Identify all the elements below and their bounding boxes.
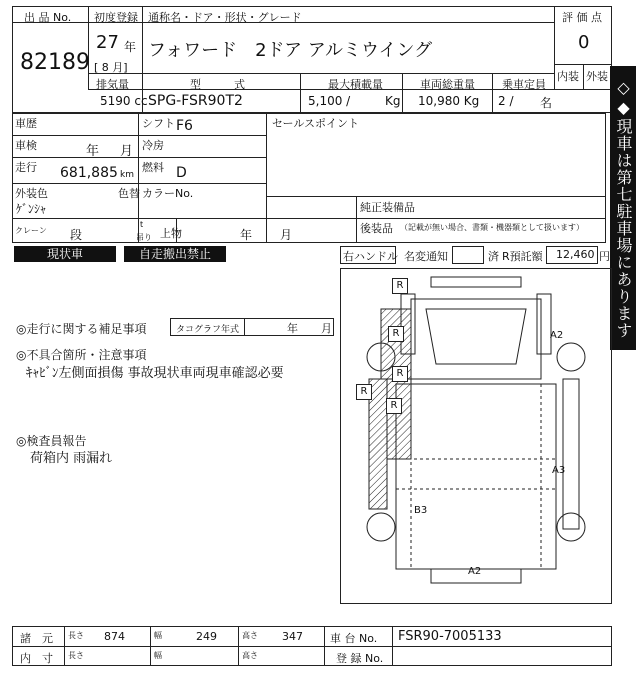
inner-width-label: 幅 <box>154 651 162 660</box>
gross-value: 10,980 Kg <box>418 94 480 108</box>
capacity-unit: 名 <box>540 96 553 110</box>
gross-label: 車両総重量 <box>420 78 475 91</box>
name-change-label: 名変通知 <box>404 250 448 263</box>
capacity-value: 2 / <box>498 94 514 108</box>
recycle-deposit-label: R預託額 <box>502 250 543 263</box>
model-label: 型 式 <box>190 78 245 91</box>
vehicle-name-label: 通称名・ドア・形状・グレード <box>148 11 302 24</box>
color-change-label: 色替 <box>118 187 140 200</box>
registration-year: 27 <box>96 32 119 53</box>
inspector-label: ◎検査員報告 <box>16 434 87 448</box>
no-self-drive-badge: 自走搬出禁止 <box>124 246 226 262</box>
model-value: SPG-FSR90T2 <box>148 93 243 109</box>
inner-height-label: 高さ <box>242 651 258 660</box>
damage-mark: R <box>386 398 402 414</box>
supplement-label: ◎走行に関する補足事項 <box>16 322 147 336</box>
crane-ton-unit: t <box>140 220 144 229</box>
vehicle-name: フォワード 2ドア アルミウイング <box>148 40 433 61</box>
recycle-unit: 円 <box>599 250 610 263</box>
selling-points-label: セールスポイント <box>272 117 360 130</box>
damage-mark: R <box>356 384 372 400</box>
capacity-label: 乗車定員 <box>502 78 546 91</box>
mileage-value: 681,885 <box>60 165 118 181</box>
truck-diagram <box>341 269 611 603</box>
lot-label: 出 品 No. <box>24 11 72 24</box>
year-unit: 年 <box>124 40 137 54</box>
damage-mark: R <box>392 366 408 382</box>
damage-code: A3 <box>552 465 566 476</box>
fuel-value: D <box>176 165 187 181</box>
load-value: 5,100 / <box>308 94 351 108</box>
damage-mark: R <box>392 278 408 294</box>
inspection-year: 年 <box>86 144 100 159</box>
upper-body-label: 上物 <box>160 227 182 240</box>
upper-month: 月 <box>280 228 293 242</box>
right-handle-label: 右ハンドル <box>343 250 398 263</box>
crane-label: クレーン <box>15 226 47 235</box>
inspection-month: 月 <box>120 144 134 159</box>
inner-length-label: 長さ <box>68 651 84 660</box>
registration-label: 初度登録 <box>94 11 138 24</box>
aftermarket-label: 後装品 <box>360 222 393 235</box>
footer-inner-label: 内 寸 <box>20 652 53 665</box>
mileage-unit: km <box>120 170 134 180</box>
sidebar-notice: ◇◆現車は第七駐車場にあります◆◇ <box>610 66 636 350</box>
length-label: 長さ <box>68 631 84 640</box>
tacho-month: 月 <box>321 322 332 335</box>
load-label: 最大積載量 <box>328 78 383 91</box>
tacho-year: 年 <box>287 322 298 335</box>
shift-value: F6 <box>176 118 193 134</box>
registration-month: [ 8 月] <box>94 61 128 74</box>
interior-label: 内装 <box>557 70 579 83</box>
defects-label: ◎不具合箇所・注意事項 <box>16 348 147 362</box>
chassis-label: 車 台 No. <box>330 632 378 645</box>
color-label: 外装色 <box>15 187 48 200</box>
name-change-box <box>452 246 484 264</box>
vehicle-diagram-frame <box>340 268 612 604</box>
upper-year: 年 <box>240 228 253 242</box>
damage-mark: R <box>388 326 404 342</box>
recycle-deposit-value: 12,460 <box>556 248 595 261</box>
score-value: 0 <box>578 32 590 53</box>
genuine-equipment-label: 純正装備品 <box>360 201 415 214</box>
mileage-label: 走行 <box>15 161 37 174</box>
tacho-label: タコグラフ年式 <box>176 325 240 335</box>
fuel-label: 燃料 <box>142 161 164 174</box>
displacement-value: 5190 cc <box>100 94 148 108</box>
aftermarket-note: （記載が無い場合、書類・機器類として扱います） <box>400 223 584 232</box>
shift-label: シフト <box>142 117 175 130</box>
crane-stage: 段 <box>70 228 83 242</box>
chassis-value: FSR90-7005133 <box>398 629 502 644</box>
damage-code: B3 <box>414 505 428 516</box>
color-code-label: カラーNo. <box>142 187 194 200</box>
color-value: ｹﾞﾝｼｬ <box>16 202 47 216</box>
defects-text: ｷｬﾋﾞﾝ左側面損傷 事故現状車両現車確認必要 <box>26 366 284 381</box>
current-car-badge: 現状車 <box>14 246 116 262</box>
height-value: 347 <box>282 630 303 643</box>
load-unit: Kg <box>385 94 401 108</box>
length-value: 874 <box>104 630 125 643</box>
width-label: 幅 <box>154 631 162 640</box>
displacement-label: 排気量 <box>96 78 129 91</box>
width-value: 249 <box>196 630 217 643</box>
lot-number: 82189 <box>20 50 90 75</box>
exterior-label: 外装 <box>586 70 608 83</box>
inspection-label: 車検 <box>15 139 37 152</box>
inspector-text: 荷箱内 雨漏れ <box>30 451 113 466</box>
height-label: 高さ <box>242 631 258 640</box>
footer-specs-label: 諸 元 <box>20 632 53 645</box>
recycle-done-label: 済 <box>488 250 499 263</box>
score-label: 評 価 点 <box>562 11 602 24</box>
damage-code: A2 <box>468 566 482 577</box>
crane-hoist-label: 吊り <box>136 233 152 242</box>
registration-no-label: 登 録 No. <box>336 652 384 665</box>
damage-code: A2 <box>550 330 564 341</box>
history-label: 車歴 <box>15 117 37 130</box>
ac-label: 冷房 <box>142 139 164 152</box>
